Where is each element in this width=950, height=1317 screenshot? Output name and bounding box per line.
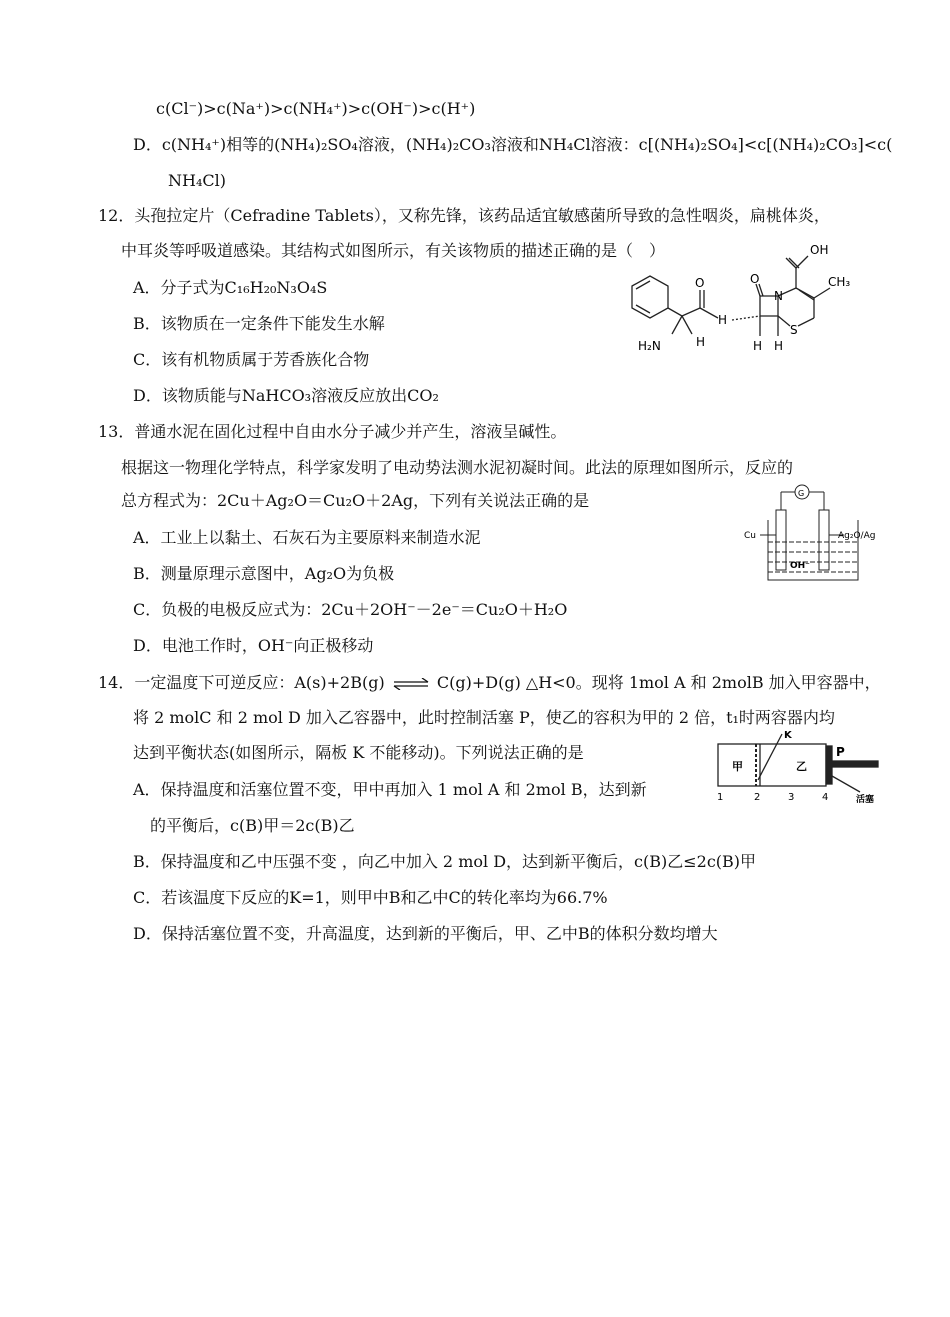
beaker-shape [768, 520, 858, 580]
q14-stem-line2: 将 2 molC 和 2 mol D 加入乙容器中，此时控制活塞 P，使乙的容积为甲的 2 倍，t₁时两容器内均 [133, 708, 835, 727]
q12-stem-line2: 中耳炎等呼吸道感染。其结构式如图所示，有关该物质的描述正确的是（ ） [121, 241, 666, 260]
h-label-4: H [774, 339, 784, 353]
q12-option-b: B．该物质在一定条件下能发生水解 [133, 314, 385, 333]
ch3-label: CH₃ [828, 275, 851, 289]
tick-2: 2 [754, 792, 761, 803]
s-label: S [790, 323, 798, 337]
q12-stem-line1: 12．头孢拉定片（Cefradine Tablets），又称先锋，该药品适宜敏感菌所导致的急性咽炎，扁桃体炎， [98, 206, 830, 225]
q12-option-d: D．该物质能与NaHCO₃溶液反应放出CO₂ [133, 386, 439, 405]
oh-label: OH [810, 243, 829, 257]
q13-stem-line2: 根据这一物理化学特点，科学家发明了电动势法测水泥初凝时间。此法的原理如图所示，反应的 [121, 458, 794, 477]
q14-option-d: D．保持活塞位置不变，升高温度，达到新的平衡后，甲、乙中B的体积分数均增大 [133, 924, 718, 943]
yi-label: 乙 [796, 760, 807, 773]
tick-1: 1 [717, 792, 724, 803]
jia-label: 甲 [732, 760, 743, 773]
p-label: P [836, 745, 845, 759]
q11-c-order-line: c(Cl⁻)>c(Na⁺)>c(NH₄⁺)>c(OH⁻)>c(H⁺) [156, 99, 476, 118]
n-label: N [774, 289, 783, 303]
g-label: G [798, 489, 805, 498]
q12-option-c: C．该有机物质属于芳香族化合物 [133, 350, 370, 369]
q14-option-a-line1: A．保持温度和活塞位置不变，甲中再加入 1 mol A 和 2mol B，达到新 [133, 780, 647, 799]
q11-option-d-line1: D．c(NH₄⁺)相等的(NH₄)₂SO₄溶液，(NH₄)₂CO₃溶液和NH₄Cl溶液：c[(NH₄)₂SO₄]<c[(NH₄)₂CO₃]<c( [133, 135, 893, 154]
q13-option-a: A．工业上以黏土、石灰石为主要原料来制造水泥 [133, 528, 481, 547]
equilibrium-arrow-icon [392, 678, 430, 690]
q14-reaction-right: C(g)+D(g) △H<0。现将 1mol A 和 2molB 加入甲容器中， [436, 673, 881, 692]
cell-svg [744, 480, 884, 584]
tick-3: 3 [788, 792, 795, 803]
q14-option-a-line2: 的平衡后，c(B)甲＝2c(B)乙 [150, 816, 355, 835]
ag-label: Ag₂O/Ag [838, 531, 876, 541]
electrochemical-cell-figure [744, 480, 884, 584]
cu-electrode [776, 510, 786, 570]
q13-option-d: D．电池工作时，OH⁻向正极移动 [133, 636, 374, 655]
q13-stem-line3: 总方程式为：2Cu＋Ag₂O＝Cu₂O＋2Ag，下列有关说法正确的是 [121, 491, 590, 510]
q13-option-c: C．负极的电极反应式为：2Cu＋2OH⁻－2e⁻＝Cu₂O＋H₂O [133, 600, 568, 619]
oh-solution-label: OH⁻ [790, 561, 810, 571]
k-label: K [784, 730, 792, 741]
lactam-o-label: O [750, 272, 760, 286]
q14-stem-line1 [98, 672, 881, 694]
cu-label: Cu [744, 531, 756, 541]
cefradine-structure-figure [620, 238, 860, 366]
piston-plate [826, 746, 832, 784]
carbonyl-o-label: O [695, 276, 705, 290]
ring-shape [632, 276, 668, 318]
q14-option-b: B．保持温度和乙中压强不变 ，向乙中加入 2 mol D，达到新平衡后，c(B)乙≤2c(B)甲 [133, 852, 757, 871]
q14-stem-line3: 达到平衡状态(如图所示，隔板 K 不能移动)。下列说法正确的是 [133, 743, 584, 762]
h-label-2: H [718, 313, 728, 327]
containers-figure [714, 728, 886, 804]
h-label-3: H [753, 339, 763, 353]
h2n-label: H₂N [638, 339, 661, 353]
q11-option-d-line2: NH₄Cl) [168, 171, 226, 190]
tick-4: 4 [822, 792, 829, 803]
cefradine-structure-svg [620, 238, 860, 366]
q13-option-b: B．测量原理示意图中，Ag₂O为负极 [133, 564, 395, 583]
piston-label: 活塞 [856, 795, 875, 804]
q14-reaction-left: 14．一定温度下可逆反应：A(s)+2B(g) [98, 673, 385, 692]
q14-option-c: C．若该温度下反应的K=1，则甲中B和乙中C的转化率均为66.7% [133, 888, 608, 907]
piston-rod [832, 761, 878, 767]
containers-svg [714, 728, 886, 804]
q13-stem-line1: 13．普通水泥在固化过程中自由水分子减少并产生，溶液呈碱性。 [98, 422, 567, 441]
q12-option-a: A．分子式为C₁₆H₂₀N₃O₄S [133, 278, 328, 297]
h-label-1: H [696, 335, 706, 349]
ag-electrode [819, 510, 829, 570]
